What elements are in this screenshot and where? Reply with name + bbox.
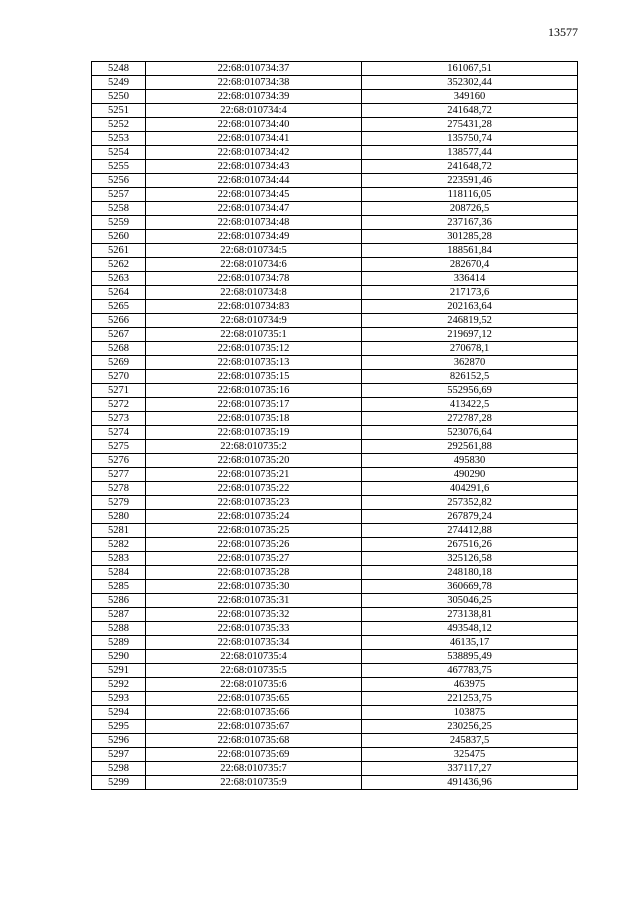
cadastral-number-cell: 22:68:010735:32 [146, 608, 362, 622]
cadastral-number-cell: 22:68:010734:41 [146, 132, 362, 146]
cadastral-number-cell: 22:68:010734:78 [146, 272, 362, 286]
row-number-cell: 5272 [92, 398, 146, 412]
row-number-cell: 5275 [92, 440, 146, 454]
value-cell: 46135,17 [362, 636, 578, 650]
table-row [92, 300, 578, 314]
cadastral-number-cell: 22:68:010734:40 [146, 118, 362, 132]
table-row [92, 678, 578, 692]
table-body [92, 62, 578, 790]
cadastral-number-cell: 22:68:010734:44 [146, 174, 362, 188]
table-row [92, 384, 578, 398]
cadastral-number-cell: 22:68:010735:69 [146, 748, 362, 762]
value-cell: 248180,18 [362, 566, 578, 580]
row-number-cell: 5270 [92, 370, 146, 384]
cadastral-number-cell: 22:68:010735:68 [146, 734, 362, 748]
value-cell: 337117,27 [362, 762, 578, 776]
value-cell: 467783,75 [362, 664, 578, 678]
table-row [92, 160, 578, 174]
cadastral-number-cell: 22:68:010734:6 [146, 258, 362, 272]
cadastral-number-cell: 22:68:010735:34 [146, 636, 362, 650]
row-number-cell: 5252 [92, 118, 146, 132]
row-number-cell: 5284 [92, 566, 146, 580]
value-cell: 325475 [362, 748, 578, 762]
table-row [92, 482, 578, 496]
value-cell: 826152,5 [362, 370, 578, 384]
value-cell: 208726,5 [362, 202, 578, 216]
table-row [92, 524, 578, 538]
value-cell: 103875 [362, 706, 578, 720]
row-number-cell: 5263 [92, 272, 146, 286]
table-row [92, 748, 578, 762]
table-row [92, 174, 578, 188]
value-cell: 161067,51 [362, 62, 578, 76]
value-cell: 275431,28 [362, 118, 578, 132]
cadastral-number-cell: 22:68:010735:1 [146, 328, 362, 342]
row-number-cell: 5294 [92, 706, 146, 720]
value-cell: 413422,5 [362, 398, 578, 412]
value-cell: 267879,24 [362, 510, 578, 524]
value-cell: 360669,78 [362, 580, 578, 594]
value-cell: 257352,82 [362, 496, 578, 510]
cadastral-number-cell: 22:68:010735:31 [146, 594, 362, 608]
cadastral-number-cell: 22:68:010735:27 [146, 552, 362, 566]
table-row [92, 440, 578, 454]
value-cell: 241648,72 [362, 104, 578, 118]
cadastral-number-cell: 22:68:010734:4 [146, 104, 362, 118]
cadastral-number-cell: 22:68:010735:2 [146, 440, 362, 454]
cadastral-number-cell: 22:68:010735:23 [146, 496, 362, 510]
row-number-cell: 5276 [92, 454, 146, 468]
row-number-cell: 5269 [92, 356, 146, 370]
value-cell: 267516,26 [362, 538, 578, 552]
value-cell: 495830 [362, 454, 578, 468]
table-row [92, 258, 578, 272]
table-row [92, 328, 578, 342]
cadastral-number-cell: 22:68:010735:13 [146, 356, 362, 370]
row-number-cell: 5292 [92, 678, 146, 692]
table-row [92, 622, 578, 636]
cadastral-number-cell: 22:68:010734:5 [146, 244, 362, 258]
value-cell: 490290 [362, 468, 578, 482]
row-number-cell: 5297 [92, 748, 146, 762]
row-number-cell: 5260 [92, 230, 146, 244]
row-number-cell: 5298 [92, 762, 146, 776]
cadastral-number-cell: 22:68:010735:4 [146, 650, 362, 664]
row-number-cell: 5286 [92, 594, 146, 608]
table-row [92, 272, 578, 286]
row-number-cell: 5291 [92, 664, 146, 678]
cadastral-number-cell: 22:68:010734:9 [146, 314, 362, 328]
cadastral-number-cell: 22:68:010735:19 [146, 426, 362, 440]
row-number-cell: 5282 [92, 538, 146, 552]
table-row [92, 636, 578, 650]
table-row [92, 510, 578, 524]
table-row [92, 146, 578, 160]
cadastral-number-cell: 22:68:010734:49 [146, 230, 362, 244]
table-row [92, 566, 578, 580]
cadastral-number-cell: 22:68:010735:67 [146, 720, 362, 734]
table-row [92, 412, 578, 426]
cadastral-number-cell: 22:68:010734:37 [146, 62, 362, 76]
cadastral-number-cell: 22:68:010734:45 [146, 188, 362, 202]
cadastral-number-cell: 22:68:010735:9 [146, 776, 362, 790]
value-cell: 292561,88 [362, 440, 578, 454]
value-cell: 135750,74 [362, 132, 578, 146]
cadastral-number-cell: 22:68:010735:22 [146, 482, 362, 496]
table-row [92, 454, 578, 468]
value-cell: 362870 [362, 356, 578, 370]
value-cell: 273138,81 [362, 608, 578, 622]
cadastral-number-cell: 22:68:010735:7 [146, 762, 362, 776]
row-number-cell: 5253 [92, 132, 146, 146]
row-number-cell: 5249 [92, 76, 146, 90]
cadastral-number-cell: 22:68:010735:26 [146, 538, 362, 552]
row-number-cell: 5295 [92, 720, 146, 734]
value-cell: 272787,28 [362, 412, 578, 426]
value-cell: 493548,12 [362, 622, 578, 636]
value-cell: 463975 [362, 678, 578, 692]
data-table [91, 61, 578, 790]
value-cell: 188561,84 [362, 244, 578, 258]
cadastral-number-cell: 22:68:010735:5 [146, 664, 362, 678]
cadastral-number-cell: 22:68:010735:33 [146, 622, 362, 636]
table-row [92, 468, 578, 482]
table-row [92, 356, 578, 370]
table-row [92, 538, 578, 552]
row-number-cell: 5299 [92, 776, 146, 790]
table-row [92, 230, 578, 244]
table-row [92, 426, 578, 440]
table-row [92, 496, 578, 510]
table-row [92, 580, 578, 594]
value-cell: 221253,75 [362, 692, 578, 706]
table-row [92, 76, 578, 90]
cadastral-number-cell: 22:68:010735:25 [146, 524, 362, 538]
row-number-cell: 5258 [92, 202, 146, 216]
value-cell: 138577,44 [362, 146, 578, 160]
value-cell: 270678,1 [362, 342, 578, 356]
value-cell: 219697,12 [362, 328, 578, 342]
table-row [92, 202, 578, 216]
page-number: 13577 [548, 25, 578, 39]
value-cell: 245837,5 [362, 734, 578, 748]
cadastral-number-cell: 22:68:010735:66 [146, 706, 362, 720]
cadastral-number-cell: 22:68:010735:18 [146, 412, 362, 426]
cadastral-number-cell: 22:68:010734:43 [146, 160, 362, 174]
value-cell: 301285,28 [362, 230, 578, 244]
cadastral-number-cell: 22:68:010734:39 [146, 90, 362, 104]
row-number-cell: 5281 [92, 524, 146, 538]
row-number-cell: 5273 [92, 412, 146, 426]
value-cell: 325126,58 [362, 552, 578, 566]
value-cell: 246819,52 [362, 314, 578, 328]
row-number-cell: 5264 [92, 286, 146, 300]
value-cell: 305046,25 [362, 594, 578, 608]
row-number-cell: 5259 [92, 216, 146, 230]
row-number-cell: 5265 [92, 300, 146, 314]
row-number-cell: 5268 [92, 342, 146, 356]
table-row [92, 594, 578, 608]
table-row [92, 734, 578, 748]
cadastral-number-cell: 22:68:010734:42 [146, 146, 362, 160]
cadastral-number-cell: 22:68:010734:83 [146, 300, 362, 314]
cadastral-number-cell: 22:68:010735:17 [146, 398, 362, 412]
row-number-cell: 5277 [92, 468, 146, 482]
row-number-cell: 5251 [92, 104, 146, 118]
table-row [92, 118, 578, 132]
row-number-cell: 5287 [92, 608, 146, 622]
value-cell: 223591,46 [362, 174, 578, 188]
value-cell: 552956,69 [362, 384, 578, 398]
table-row [92, 132, 578, 146]
value-cell: 230256,25 [362, 720, 578, 734]
row-number-cell: 5278 [92, 482, 146, 496]
value-cell: 523076,64 [362, 426, 578, 440]
cadastral-number-cell: 22:68:010734:48 [146, 216, 362, 230]
row-number-cell: 5257 [92, 188, 146, 202]
row-number-cell: 5262 [92, 258, 146, 272]
cadastral-number-cell: 22:68:010735:12 [146, 342, 362, 356]
cadastral-number-cell: 22:68:010735:20 [146, 454, 362, 468]
cadastral-number-cell: 22:68:010735:15 [146, 370, 362, 384]
table-row [92, 244, 578, 258]
row-number-cell: 5267 [92, 328, 146, 342]
row-number-cell: 5279 [92, 496, 146, 510]
row-number-cell: 5256 [92, 174, 146, 188]
cadastral-number-cell: 22:68:010735:16 [146, 384, 362, 398]
row-number-cell: 5290 [92, 650, 146, 664]
table-row [92, 188, 578, 202]
table-row [92, 62, 578, 76]
row-number-cell: 5288 [92, 622, 146, 636]
cadastral-number-cell: 22:68:010735:6 [146, 678, 362, 692]
table-row [92, 776, 578, 790]
cadastral-number-cell: 22:68:010735:28 [146, 566, 362, 580]
value-cell: 274412,88 [362, 524, 578, 538]
value-cell: 538895,49 [362, 650, 578, 664]
cadastral-number-cell: 22:68:010734:38 [146, 76, 362, 90]
table-row [92, 650, 578, 664]
table-row [92, 342, 578, 356]
cadastral-number-cell: 22:68:010735:24 [146, 510, 362, 524]
table-row [92, 608, 578, 622]
cadastral-number-cell: 22:68:010735:30 [146, 580, 362, 594]
table-row [92, 314, 578, 328]
row-number-cell: 5283 [92, 552, 146, 566]
row-number-cell: 5285 [92, 580, 146, 594]
row-number-cell: 5248 [92, 62, 146, 76]
row-number-cell: 5266 [92, 314, 146, 328]
value-cell: 491436,96 [362, 776, 578, 790]
value-cell: 237167,36 [362, 216, 578, 230]
value-cell: 336414 [362, 272, 578, 286]
value-cell: 241648,72 [362, 160, 578, 174]
row-number-cell: 5255 [92, 160, 146, 174]
table-row [92, 216, 578, 230]
value-cell: 404291,6 [362, 482, 578, 496]
table-row [92, 552, 578, 566]
row-number-cell: 5250 [92, 90, 146, 104]
value-cell: 352302,44 [362, 76, 578, 90]
table-row [92, 286, 578, 300]
value-cell: 217173,6 [362, 286, 578, 300]
table-row [92, 370, 578, 384]
value-cell: 202163,64 [362, 300, 578, 314]
cadastral-number-cell: 22:68:010735:65 [146, 692, 362, 706]
row-number-cell: 5296 [92, 734, 146, 748]
cadastral-number-cell: 22:68:010734:8 [146, 286, 362, 300]
table-row [92, 720, 578, 734]
table-row [92, 706, 578, 720]
row-number-cell: 5261 [92, 244, 146, 258]
table-row [92, 762, 578, 776]
cadastral-number-cell: 22:68:010734:47 [146, 202, 362, 216]
value-cell: 118116,05 [362, 188, 578, 202]
cadastral-number-cell: 22:68:010735:21 [146, 468, 362, 482]
table-row [92, 90, 578, 104]
table-row [92, 692, 578, 706]
row-number-cell: 5280 [92, 510, 146, 524]
row-number-cell: 5289 [92, 636, 146, 650]
row-number-cell: 5254 [92, 146, 146, 160]
table-row [92, 104, 578, 118]
value-cell: 282670,4 [362, 258, 578, 272]
row-number-cell: 5293 [92, 692, 146, 706]
table-row [92, 398, 578, 412]
table-row [92, 664, 578, 678]
row-number-cell: 5271 [92, 384, 146, 398]
row-number-cell: 5274 [92, 426, 146, 440]
value-cell: 349160 [362, 90, 578, 104]
